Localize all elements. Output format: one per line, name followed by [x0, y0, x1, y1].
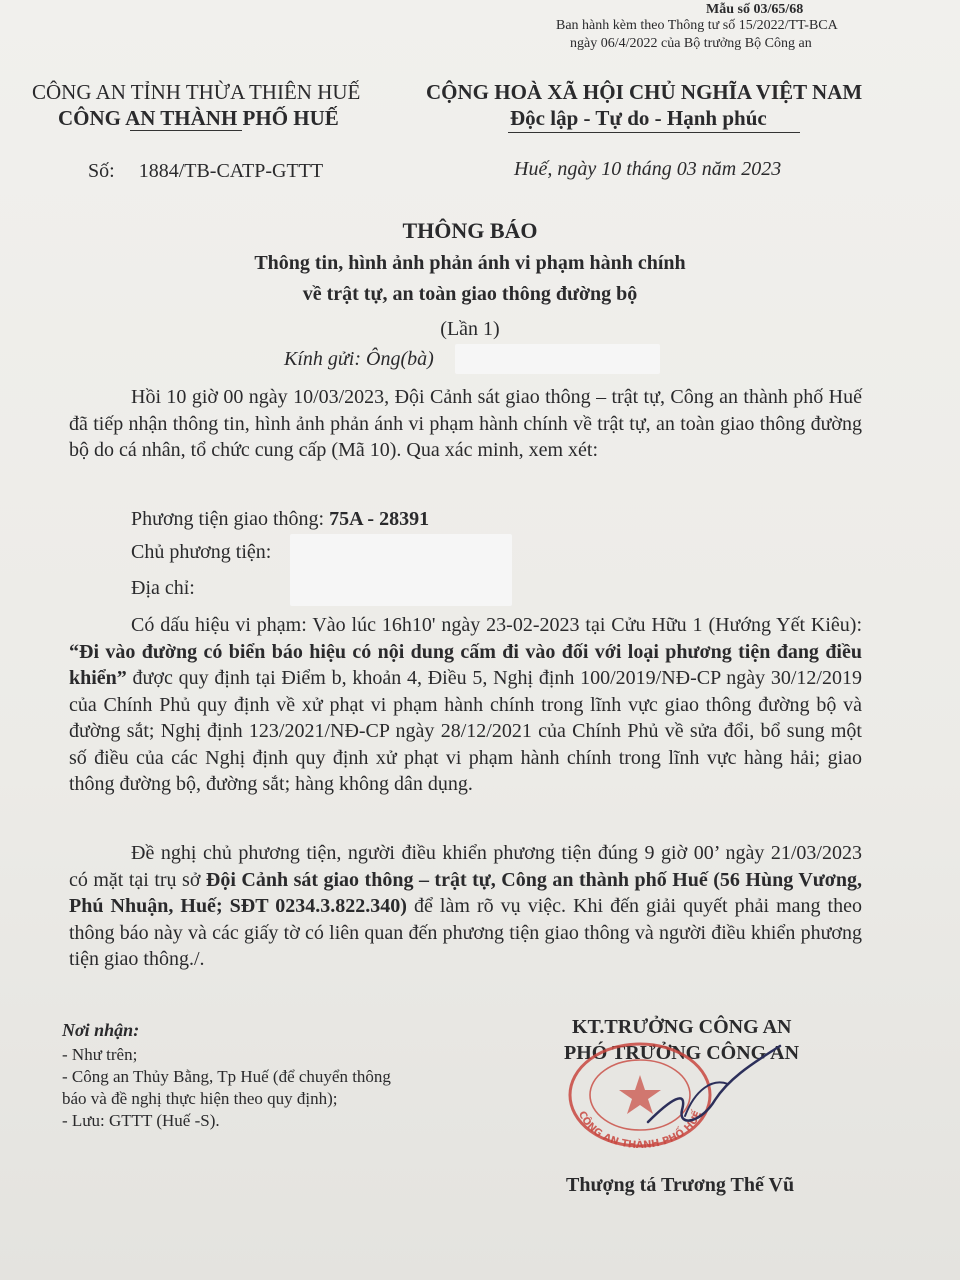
recipient-line: - Công an Thủy Bằng, Tp Huế (để chuyển thông — [62, 1067, 391, 1086]
request-prefix: Đề nghị chủ phương tiện, người điều khiển phương tiện đúng 9 giờ 00’ ngày 21/03/2023 có mặt tại trụ sở — [69, 842, 862, 891]
issued-with-line1: Ban hành kèm theo Thông tư số 15/2022/TT-BCA — [556, 18, 838, 33]
violation-paragraph — [69, 612, 862, 798]
violation-description: “Đi vào đường có biển báo hiệu có nội dung cấm đi vào đối với loại phương tiện đang điều khiển” — [69, 640, 862, 689]
agency-underline — [130, 130, 242, 131]
address-label: Địa chỉ: — [131, 577, 195, 599]
signature-title-line2: PHÓ TRƯỞNG CÔNG AN — [564, 1042, 800, 1064]
reference-number — [88, 160, 323, 183]
request-paragraph — [69, 840, 862, 973]
form-number: Mẫu số 03/65/68 — [706, 2, 804, 17]
subtitle-line2: về trật tự, an toàn giao thông đường bộ — [302, 283, 638, 305]
subtitle-line1: Thông tin, hình ảnh phản ánh vi phạm hành chính — [254, 252, 686, 274]
agency-parent: CÔNG AN TỈNH THỪA THIÊN HUẾ — [32, 80, 361, 104]
nation-motto: Độc lập - Tự do - Hạnh phúc — [510, 106, 767, 130]
seal-text: CÔNG AN THÀNH PHỐ HUẾ — [575, 1109, 705, 1150]
signer-name: Thượng tá Trương Thế Vũ — [566, 1174, 795, 1196]
violation-legal-basis: được quy định tại Điểm b, khoản 4, Điều 5, Nghị định 100/2019/NĐ-CP ngày 30/12/2019 của Chính Phủ quy định về xử phạt vi phạm hành chính trong lĩnh vực giao thông đường bộ và đường sắt; Nghị định 123/2021/NĐ-CP ngày 28/12/2021 của Chính Phủ về sửa đổi, bổ sung một số điều của các Nghị định quy định xử phạt vi phạm hành chính trong lĩnh vực hàng hải; giao thông đường bộ, đường sắt; hàng không dân dụng. — [69, 667, 862, 795]
vehicle-plate: 75A - 28391 — [329, 508, 430, 530]
owner-label: Chủ phương tiện: — [131, 541, 272, 563]
addressee-label: Kính gửi: Ông(bà) — [284, 348, 434, 370]
agency-unit: CÔNG AN THÀNH PHỐ HUẾ — [58, 106, 339, 130]
owner-address-redaction — [290, 534, 512, 606]
recipient-line: - Như trên; — [62, 1045, 138, 1064]
vehicle-field — [131, 508, 429, 531]
addressee-redaction — [455, 344, 660, 374]
request-location: Đội Cảnh sát giao thông – trật tự, Công an thành phố Huế (56 Hùng Vương, Phú Nhuận, Huế; SĐT 0234.3.822.340) — [69, 868, 862, 917]
vehicle-label: Phương tiện giao thông: — [131, 508, 330, 530]
recipients-title: Nơi nhận: — [62, 1020, 140, 1040]
request-suffix: để làm rõ vụ việc. Khi đến giải quyết phải mang theo thông báo này và các giấy tờ có liên quan đến phương tiện giao thông và người điều khiển phương tiện giao thông./. — [69, 895, 862, 970]
reference-value: 1884/TB-CATP-GTTT — [138, 160, 324, 182]
recipient-line: báo và đề nghị thực hiện theo quy định); — [62, 1089, 338, 1108]
violation-prefix: Có dấu hiệu vi phạm: Vào lúc 16h10' ngày 23-02-2023 tại Cửu Hữu 1 (Hướng Yết Kiêu): — [131, 614, 862, 636]
notice-times: (Lần 1) — [440, 318, 500, 340]
motto-underline — [508, 132, 800, 133]
signature-title-line1: KT.TRƯỞNG CÔNG AN — [572, 1016, 792, 1038]
dateline: Huế, ngày 10 tháng 03 năm 2023 — [514, 158, 782, 180]
nation-name: CỘNG HOÀ XÃ HỘI CHỦ NGHĨA VIỆT NAM — [426, 80, 863, 104]
handwritten-signature — [640, 1030, 790, 1150]
intro-paragraph: Hồi 10 giờ 00 ngày 10/03/2023, Đội Cảnh sát giao thông – trật tự, Công an thành phố Huế đã tiếp nhận thông tin, hình ảnh phản ánh vi phạm hành chính về trật tự, an toàn giao thông đường bộ do cá nhân, tổ chức cung cấp (Mã 10). Qua xác minh, xem xét: — [69, 386, 862, 461]
recipient-line: - Lưu: GTTT (Huế -S). — [62, 1111, 220, 1130]
reference-label: Số: — [88, 160, 115, 182]
document-title: THÔNG BÁO — [402, 218, 538, 243]
issued-with-line2: ngày 06/4/2022 của Bộ trưởng Bộ Công an — [570, 36, 812, 51]
